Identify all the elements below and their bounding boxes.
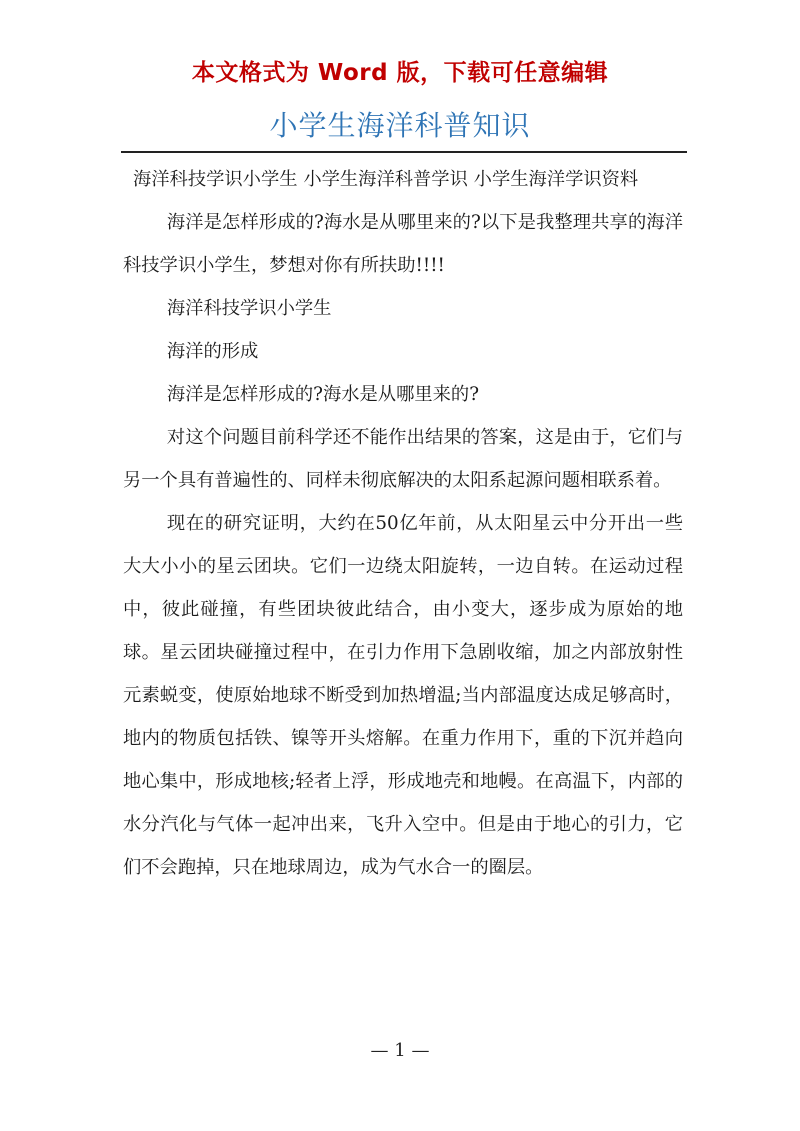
title-divider [121,151,687,153]
section-heading: 海洋的形成 [166,341,259,362]
format-banner: 本文格式为 Word 版，下载可任意编辑 [191,60,609,86]
body-paragraph: 海洋是怎样形成的?海水是从哪里来的? [166,384,480,405]
page-number: — 1 — [370,1040,430,1061]
document-body [123,158,683,889]
body-paragraph: 对这个问题目前科学还不能作出结果的答案，这是由于，它们与另一个具有普遍性的、同样未彻底解决的太阳系起源问题相联系着。 [123,427,683,491]
keywords-paragraph: 海洋科技学识小学生 小学生海洋科普学识 小学生海洋学识资料 [133,169,639,190]
body-paragraph: 海洋是怎样形成的?海水是从哪里来的?以下是我整理共享的海洋科技学识小学生，梦想对你有所扶助!!!! [123,212,683,276]
document-title: 小学生海洋科普知识 [269,109,531,142]
body-paragraph: 现在的研究证明，大约在50亿年前，从太阳星云中分开出一些大大小小的星云团块。它们一边绕太阳旋转，一边自转。在运动过程中，彼此碰撞，有些团块彼此结合，由小变大，逐步成为原始的地球。星云团块碰撞过程中，在引力作用下急剧收缩，加之内部放射性元素蜕变，使原始地球不断受到加热增温;当内部温度达成足够高时，地内的物质包括铁、镍等开头熔解。在重力作用下，重的下沉并趋向地心集中，形成地核;轻者上浮，形成地壳和地幔。在高温下，内部的水分汽化与气体一起冲出来，飞升入空中。但是由于地心的引力，它们不会跑掉，只在地球周边，成为气水合一的圈层。 [123,513,683,878]
section-heading: 海洋科技学识小学生 [166,298,332,319]
